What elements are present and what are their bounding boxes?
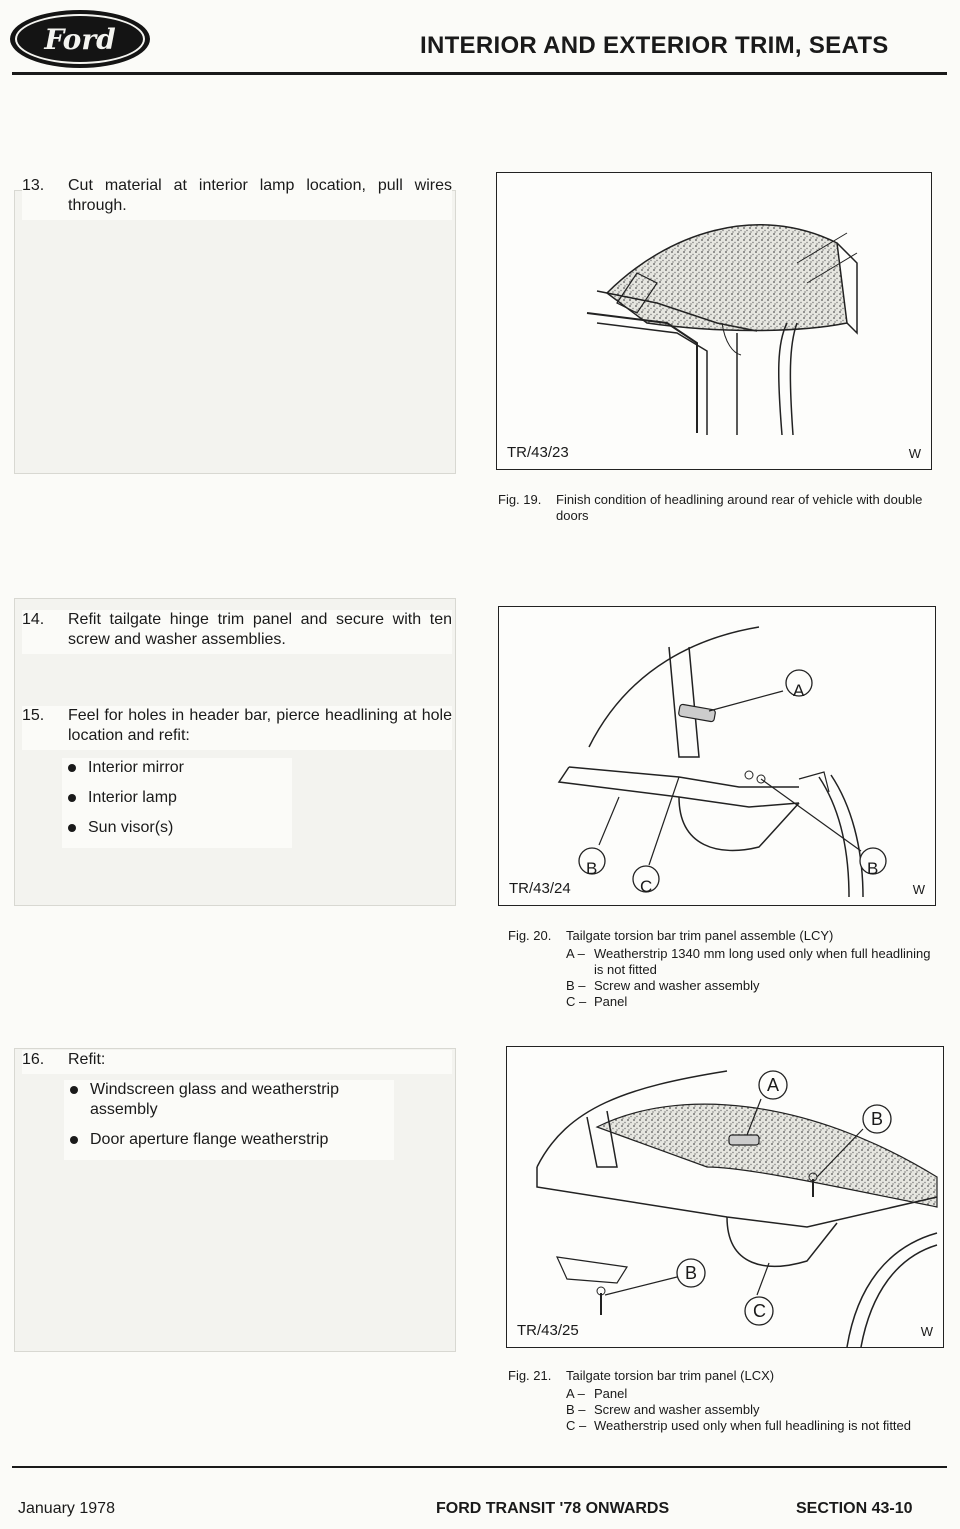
figure-key xyxy=(566,946,936,1010)
key-item: A – Weatherstrip 1340 mm long used only when full headlining is not fitted xyxy=(566,946,931,977)
footer-publication: FORD TRANSIT '78 ONWARDS xyxy=(436,1500,670,1517)
list-item: Sun visor(s) xyxy=(62,818,292,838)
figure-mark: W xyxy=(912,882,925,897)
list-item: Interior lamp xyxy=(62,788,292,808)
step-16 xyxy=(22,1050,452,1074)
callout-b-lower: B xyxy=(685,1263,698,1283)
step-text: Feel for holes in header bar, pierce headlining at hole location and refit: xyxy=(68,707,452,744)
figure-reference: TR/43/23 xyxy=(507,444,569,461)
callout-b-right: B xyxy=(867,859,879,878)
step-number: 14. xyxy=(22,611,45,628)
key-item: B – Screw and washer assembly xyxy=(566,978,760,993)
logo-text: Ford xyxy=(15,14,145,64)
step-number: 15. xyxy=(22,707,45,724)
figure-title: Tailgate torsion bar trim panel assemble (LCY) xyxy=(566,928,834,943)
header-rule xyxy=(12,72,947,75)
figure-key xyxy=(566,1386,944,1434)
figure-number: Fig. 20. xyxy=(508,928,552,943)
figure-reference: TR/43/25 xyxy=(517,1322,579,1339)
figure-20 xyxy=(498,606,936,906)
step-15-list xyxy=(62,758,292,848)
figure-21 xyxy=(506,1046,944,1348)
step-text: Cut material at interior lamp location, pull wires through. xyxy=(68,177,452,214)
torsion-bar-panel-lcx-illustration xyxy=(507,1047,944,1348)
step-13 xyxy=(22,176,452,220)
figure-title: Finish condition of headlining around rear of vehicle with double doors xyxy=(556,492,923,523)
figure-number: Fig. 19. xyxy=(498,492,542,507)
figure-reference: TR/43/24 xyxy=(509,880,571,897)
step-number: 16. xyxy=(22,1051,45,1068)
key-item: B – Screw and washer assembly xyxy=(566,1402,760,1417)
figure-mark: W xyxy=(920,1324,933,1339)
key-item: C – Panel xyxy=(566,994,628,1009)
figure-19 xyxy=(496,172,932,470)
headlining-rear-illustration xyxy=(497,173,932,470)
footer-section: SECTION 43-10 xyxy=(796,1500,913,1517)
step-14 xyxy=(22,610,452,654)
key-item: C – Weatherstrip used only when full headlining is not fitted xyxy=(566,1418,912,1433)
callout-b: B xyxy=(586,859,598,878)
step-number: 13. xyxy=(22,177,45,194)
footer-date: January 1978 xyxy=(18,1500,115,1517)
callout-b: B xyxy=(871,1109,884,1129)
page-header xyxy=(0,0,960,80)
step-text: Refit: xyxy=(68,1051,106,1068)
step-16-list xyxy=(64,1080,394,1160)
callout-a: A xyxy=(767,1075,780,1095)
callout-c: C xyxy=(753,1301,766,1321)
key-item: A – Panel xyxy=(566,1386,628,1401)
list-item: Windscreen glass and weatherstrip assembly xyxy=(64,1080,394,1120)
figure-number: Fig. 21. xyxy=(508,1368,552,1383)
figure-title: Tailgate torsion bar trim panel (LCX) xyxy=(566,1368,775,1383)
footer-rule xyxy=(12,1466,947,1468)
step-text: Refit tailgate hinge trim panel and secure with ten screw and washer assemblies. xyxy=(68,611,452,648)
ghost-panel-1 xyxy=(14,190,456,474)
list-item: Interior mirror xyxy=(62,758,292,778)
callout-c: C xyxy=(640,877,653,896)
callout-a: A xyxy=(793,681,805,700)
ford-logo-icon xyxy=(10,10,150,68)
page-title: INTERIOR AND EXTERIOR TRIM, SEATS xyxy=(420,32,889,59)
figure-mark: W xyxy=(908,446,921,461)
list-item: Door aperture flange weatherstrip xyxy=(64,1130,394,1150)
step-15 xyxy=(22,706,452,750)
